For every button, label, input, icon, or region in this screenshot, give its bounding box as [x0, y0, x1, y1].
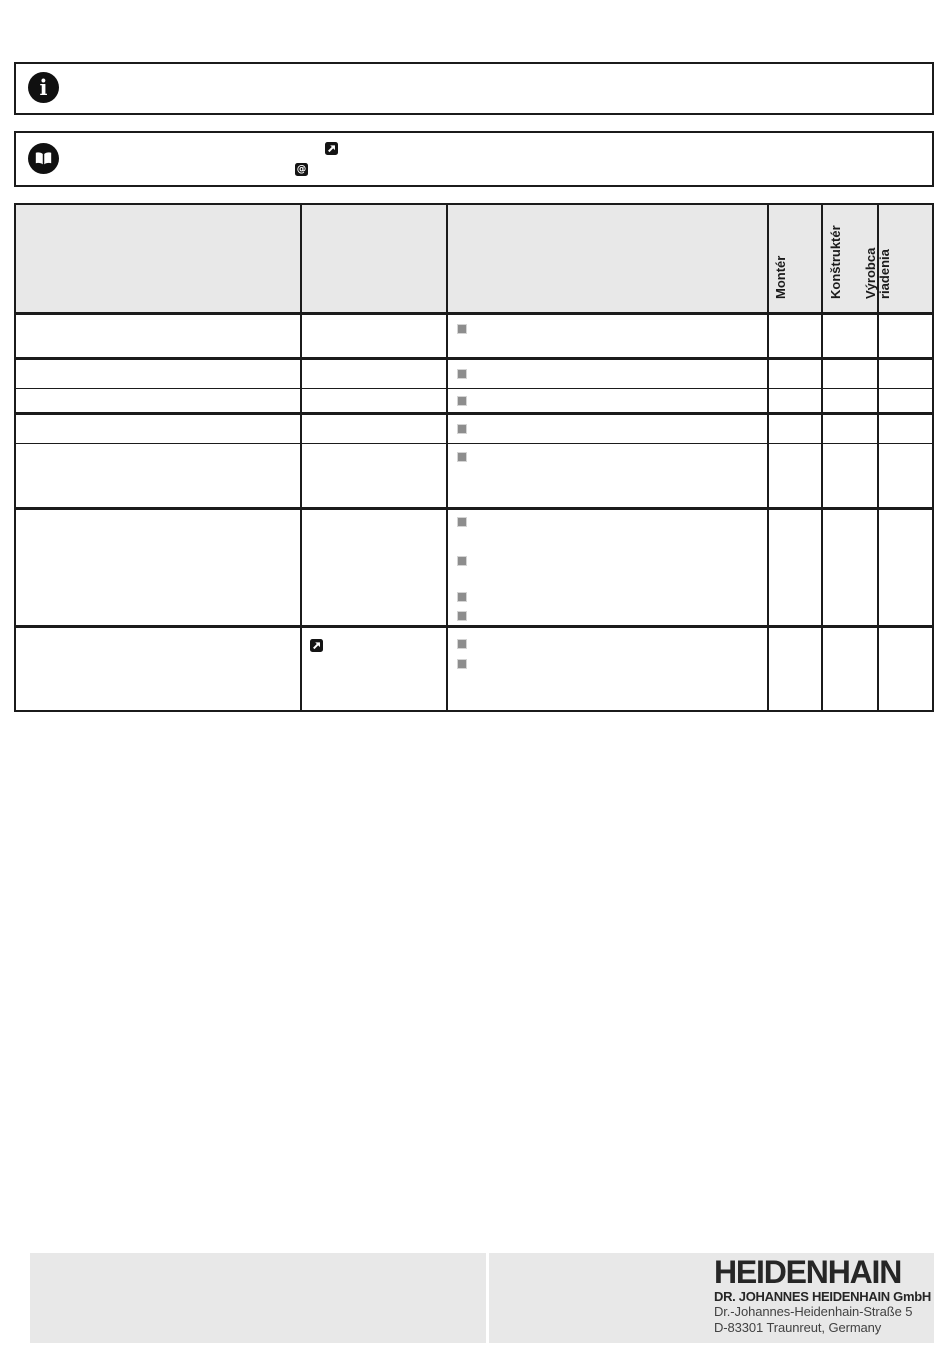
bullet-icon: [458, 612, 466, 620]
bullet-icon: [458, 370, 466, 378]
header-role-vyrobca: [862, 205, 932, 312]
role-label-konstrukter: Konštruktér: [828, 225, 844, 299]
info-icon: i: [28, 72, 59, 103]
reading-notice-box: [14, 131, 934, 187]
bullet-icon: [458, 660, 466, 668]
email-icon[interactable]: @: [296, 163, 307, 175]
book-icon: [28, 143, 59, 174]
roles-table: [14, 203, 934, 712]
header-description-cell: [446, 205, 767, 312]
heidenhain-logo: HEIDENHAIN: [714, 1254, 902, 1290]
role-label-monter: Montér: [773, 255, 789, 299]
bullet-icon: [458, 557, 466, 565]
table-row: [16, 315, 932, 360]
table-row: [16, 389, 932, 415]
address-city: D-83301 Traunreut, Germany: [714, 1320, 882, 1335]
company-name: DR. JOHANNES HEIDENHAIN GmbH: [714, 1289, 931, 1304]
table-row: [16, 444, 932, 510]
role-label-vyrobca: Výrobca riadenia: [862, 247, 892, 299]
external-link-icon[interactable]: [310, 639, 323, 652]
page-footer: [30, 1253, 934, 1343]
table-row: [16, 628, 932, 710]
table-row: [16, 510, 932, 628]
table-row: [16, 415, 932, 444]
bullet-icon: [458, 453, 466, 461]
header-topic-cell: [16, 205, 300, 312]
address-street: Dr.-Johannes-Heidenhain-Straße 5: [714, 1304, 913, 1319]
bullet-icon: [458, 518, 466, 526]
table-header-row: [16, 205, 932, 315]
bullet-icon: [458, 640, 466, 648]
footer-left-panel: [30, 1253, 486, 1343]
bullet-icon: [458, 593, 466, 601]
bullet-icon: [458, 325, 466, 333]
bullet-icon: [458, 425, 466, 433]
header-reference-cell: [300, 205, 446, 312]
header-role-monter: [767, 205, 822, 312]
table-row: [16, 360, 932, 389]
info-notice-box: [14, 62, 934, 115]
company-address-block: [714, 1254, 931, 1336]
footer-right-panel: [489, 1253, 934, 1343]
bullet-icon: [458, 397, 466, 405]
external-link-icon[interactable]: [325, 142, 338, 155]
